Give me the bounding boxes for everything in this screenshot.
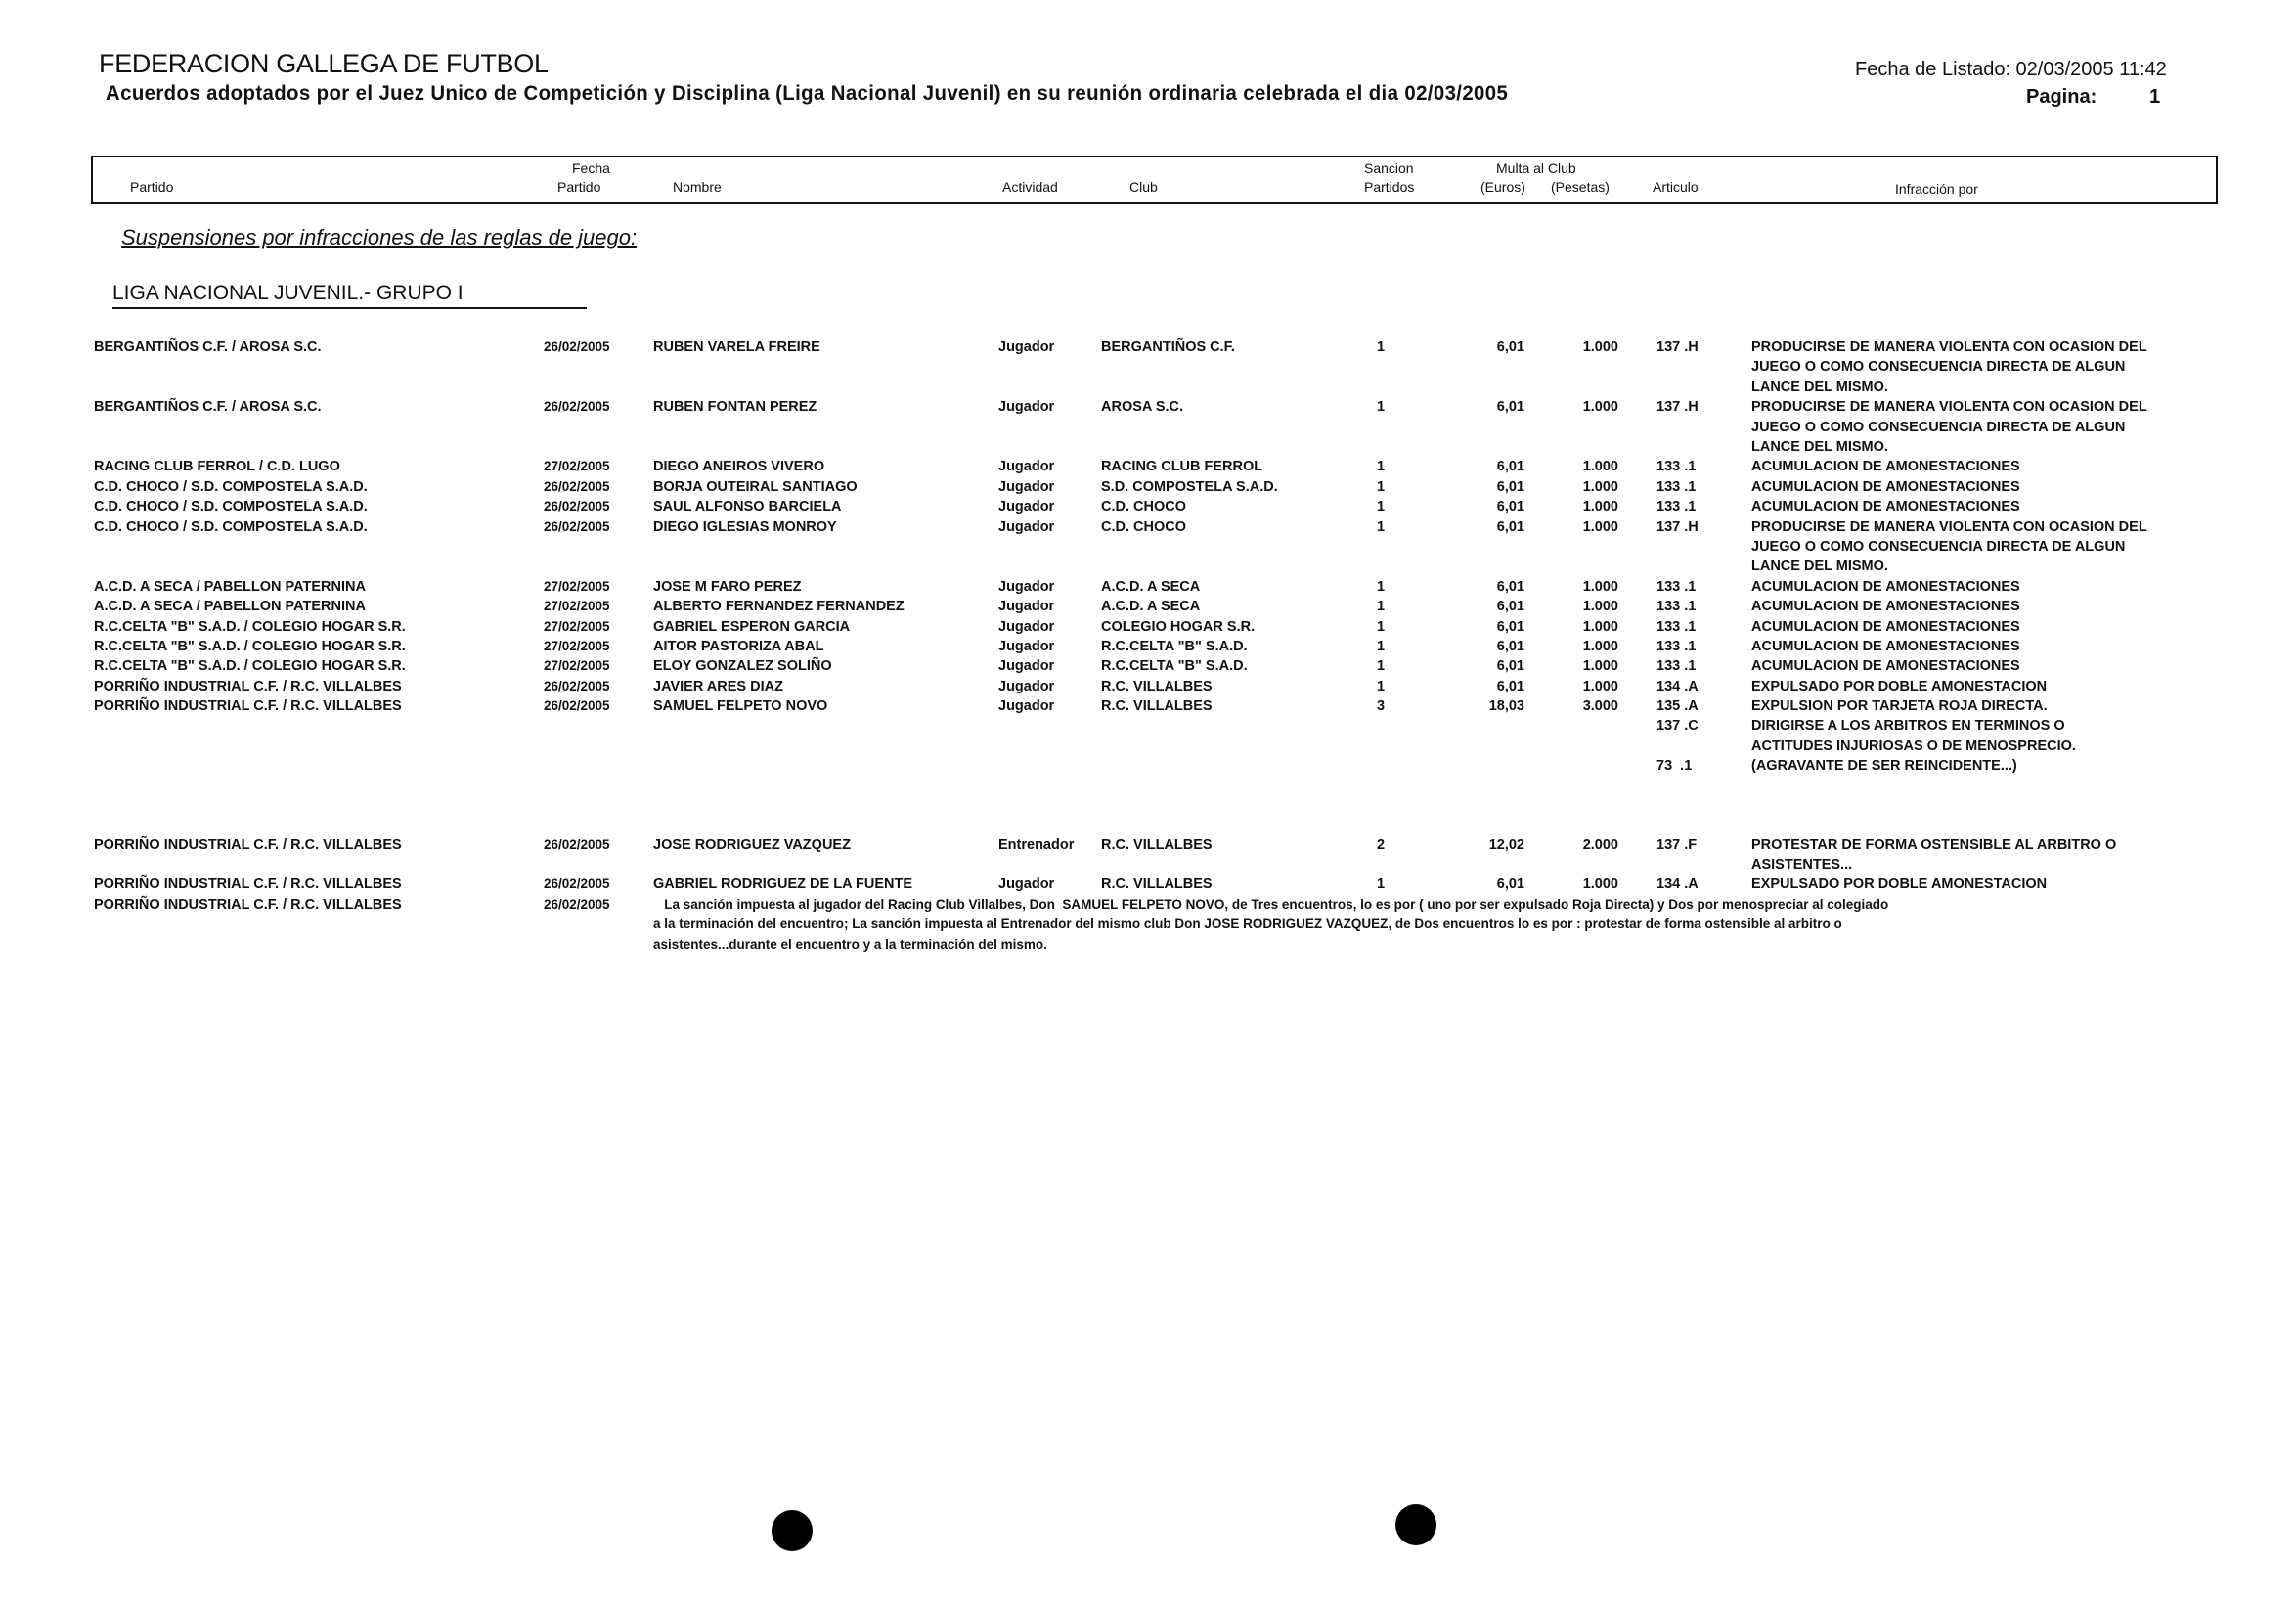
- name-cell: DIEGO ANEIROS VIVERO: [653, 459, 825, 475]
- table-row: [0, 497, 2296, 516]
- fine-pesetas-cell: 3.000: [1582, 698, 1618, 715]
- article-cell-line: 135 .A: [1656, 698, 1699, 715]
- match-cell: R.C.CELTA "B" S.A.D. / COLEGIO HOGAR S.R.: [94, 638, 406, 654]
- infraction-cell-line: LANCE DEL MISMO.: [1751, 379, 1888, 395]
- table-row: [0, 696, 2296, 777]
- infraction-cell: [1751, 656, 2020, 676]
- date-cell: 26/02/2005: [544, 399, 610, 415]
- date-cell: 26/02/2005: [544, 339, 610, 354]
- fine-pesetas-cell: 1.000: [1582, 638, 1618, 654]
- fine-pesetas-cell: 1.000: [1582, 618, 1618, 635]
- col-partido: Partido: [130, 179, 174, 195]
- club-cell: R.C.CELTA "B" S.A.D.: [1101, 638, 1248, 654]
- article-cell-line: 133 .1: [1656, 618, 1697, 635]
- table-row: [0, 874, 2296, 894]
- fine-euros-cell: 6,01: [1496, 658, 1524, 675]
- infraction-cell: [1751, 677, 2047, 696]
- note-text-line: asistentes...durante el encuentro y a la terminación del mismo.: [653, 936, 1047, 952]
- date-cell: 26/02/2005: [544, 896, 610, 912]
- sanction-cell: 1: [1376, 599, 1386, 615]
- page-label: Pagina:: [2026, 86, 2097, 108]
- infraction-cell-line: PRODUCIRSE DE MANERA VIOLENTA CON OCASION DEL: [1751, 399, 2147, 416]
- date-cell: 27/02/2005: [544, 618, 610, 634]
- name-cell: ALBERTO FERNANDEZ FERNANDEZ: [653, 599, 905, 615]
- table-row: [0, 677, 2296, 696]
- date-cell: 26/02/2005: [544, 876, 610, 892]
- table-row: [0, 397, 2296, 457]
- article-cell: [1656, 457, 1696, 476]
- fine-euros-cell: 6,01: [1496, 678, 1524, 694]
- article-cell: [1656, 477, 1696, 497]
- col-euros: (Euros): [1480, 179, 1525, 195]
- activity-cell: Jugador: [998, 339, 1055, 355]
- infraction-cell-line: ACUMULACION DE AMONESTACIONES: [1751, 618, 2020, 635]
- article-cell-line: 73 .1: [1656, 758, 1693, 775]
- article-cell: [1656, 617, 1696, 637]
- match-cell: PORRIÑO INDUSTRIAL C.F. / R.C. VILLALBES: [94, 876, 402, 893]
- note-text: [653, 895, 1888, 955]
- infraction-cell-line: EXPULSADO POR DOBLE AMONESTACION: [1751, 678, 2048, 694]
- fine-pesetas-cell: 1.000: [1582, 478, 1618, 495]
- note-text-line: La sanción impuesta al jugador del Racing Club Villalbes, Don SAMUEL FELPETO NOVO, de Tres encuentros, lo es por ( uno por ser expulsado Roja Directa) y Dos por menospreciar al colegiado: [653, 896, 1889, 912]
- infraction-cell-line: ACUMULACION DE AMONESTACIONES: [1751, 638, 2020, 654]
- infraction-cell-line: ACUMULACION DE AMONESTACIONES: [1751, 459, 2020, 475]
- fine-pesetas-cell: 1.000: [1582, 339, 1618, 355]
- activity-cell: Jugador: [998, 698, 1055, 715]
- infraction-cell: [1751, 517, 2147, 577]
- table-row: [0, 577, 2296, 597]
- activity-cell: Jugador: [998, 678, 1055, 694]
- article-cell-line: 133 .1: [1656, 658, 1697, 675]
- sanction-cell: 1: [1376, 399, 1386, 416]
- sanction-cell: 1: [1376, 578, 1386, 595]
- match-cell: R.C.CELTA "B" S.A.D. / COLEGIO HOGAR S.R.: [94, 658, 406, 675]
- fine-pesetas-cell: 1.000: [1582, 678, 1618, 694]
- col-pesetas: (Pesetas): [1551, 179, 1610, 195]
- article-cell-line: 137 .H: [1656, 339, 1699, 355]
- article-cell-line: 137 .F: [1656, 836, 1698, 853]
- document-subtitle: Acuerdos adoptados por el Juez Unico de Competición y Disciplina (Liga Nacional Juvenil) en su reunión ordinaria celebrada el dia 02/03/2005: [106, 82, 1509, 105]
- sanction-cell: 1: [1376, 678, 1386, 694]
- fine-euros-cell: 6,01: [1496, 876, 1524, 893]
- match-cell: R.C.CELTA "B" S.A.D. / COLEGIO HOGAR S.R.: [94, 618, 406, 635]
- infraction-cell-line: DIRIGIRSE A LOS ARBITROS EN TERMINOS O: [1751, 718, 2065, 735]
- date-cell: 26/02/2005: [544, 836, 610, 852]
- infraction-cell-line: ACUMULACION DE AMONESTACIONES: [1751, 499, 2020, 515]
- club-cell: R.C. VILLALBES: [1101, 876, 1213, 893]
- infraction-cell-line: LANCE DEL MISMO.: [1751, 558, 1888, 575]
- club-cell: C.D. CHOCO: [1101, 518, 1186, 535]
- club-cell: AROSA S.C.: [1101, 399, 1184, 416]
- sanction-cell: 3: [1376, 698, 1386, 715]
- fine-pesetas-cell: 1.000: [1582, 399, 1618, 416]
- article-cell: [1656, 577, 1696, 597]
- table-row: [0, 517, 2296, 577]
- table-row: [0, 477, 2296, 497]
- article-cell: [1656, 597, 1696, 616]
- sanction-cell: 2: [1376, 836, 1386, 853]
- name-cell: SAUL ALFONSO BARCIELA: [653, 499, 842, 515]
- infraction-cell-line: ACUMULACION DE AMONESTACIONES: [1751, 478, 2020, 495]
- infraction-cell-line: JUEGO O COMO CONSECUENCIA DIRECTA DE ALGUN: [1751, 359, 2126, 376]
- infraction-cell: [1751, 577, 2020, 597]
- name-cell: GABRIEL ESPERON GARCIA: [653, 618, 851, 635]
- fine-pesetas-cell: 2.000: [1582, 836, 1618, 853]
- infraction-cell: [1751, 835, 2116, 875]
- fine-euros-cell: 6,01: [1496, 499, 1524, 515]
- infraction-cell: [1751, 637, 2020, 656]
- activity-cell: Jugador: [998, 518, 1055, 535]
- col-fecha-top: Fecha: [572, 160, 610, 176]
- activity-cell: Jugador: [998, 499, 1055, 515]
- infraction-cell: [1751, 497, 2020, 516]
- fine-euros-cell: 6,01: [1496, 518, 1524, 535]
- match-cell: C.D. CHOCO / S.D. COMPOSTELA S.A.D.: [94, 478, 368, 495]
- activity-cell: Jugador: [998, 618, 1055, 635]
- club-cell: R.C. VILLALBES: [1101, 678, 1213, 694]
- name-cell: BORJA OUTEIRAL SANTIAGO: [653, 478, 858, 495]
- match-cell: BERGANTIÑOS C.F. / AROSA S.C.: [94, 399, 322, 416]
- name-cell: RUBEN FONTAN PEREZ: [653, 399, 817, 416]
- activity-cell: Jugador: [998, 459, 1055, 475]
- infraction-cell: [1751, 457, 2020, 476]
- listing-date: Fecha de Listado: 02/03/2005 11:42: [1855, 59, 2167, 80]
- section-title: Suspensiones por infracciones de las reglas de juego:: [121, 225, 638, 249]
- sanction-cell: 1: [1376, 518, 1386, 535]
- date-cell: 26/02/2005: [544, 478, 610, 494]
- match-cell: C.D. CHOCO / S.D. COMPOSTELA S.A.D.: [94, 518, 368, 535]
- date-cell: 27/02/2005: [544, 578, 610, 594]
- infraction-cell: [1751, 597, 2020, 616]
- club-cell: A.C.D. A SECA: [1101, 599, 1201, 615]
- name-cell: RUBEN VARELA FREIRE: [653, 339, 820, 355]
- article-cell-line: 133 .1: [1656, 459, 1697, 475]
- activity-cell: Jugador: [998, 876, 1055, 893]
- sanction-cell: 1: [1376, 618, 1386, 635]
- article-cell-line: 134 .A: [1656, 678, 1699, 694]
- infraction-cell: [1751, 696, 2076, 777]
- fine-euros-cell: 18,03: [1488, 698, 1524, 715]
- club-cell: BERGANTIÑOS C.F.: [1101, 339, 1235, 355]
- sanction-cell: 1: [1376, 499, 1386, 515]
- name-cell: JOSE M FARO PEREZ: [653, 578, 802, 595]
- document-title: FEDERACION GALLEGA DE FUTBOL: [99, 49, 549, 78]
- punch-hole-right: [1395, 1504, 1436, 1545]
- article-cell: [1656, 656, 1696, 676]
- article-cell-line: 133 .1: [1656, 599, 1697, 615]
- page-number: 1: [2149, 86, 2161, 108]
- col-multa: Multa al Club: [1496, 160, 1576, 176]
- fine-pesetas-cell: 1.000: [1582, 876, 1618, 893]
- article-cell-line: 133 .1: [1656, 578, 1697, 595]
- date-cell: 27/02/2005: [544, 599, 610, 614]
- article-cell: [1656, 696, 1699, 777]
- fine-pesetas-cell: 1.000: [1582, 518, 1618, 535]
- fine-euros-cell: 12,02: [1488, 836, 1524, 853]
- infraction-cell-line: (AGRAVANTE DE SER REINCIDENTE...): [1751, 758, 2017, 775]
- date-cell: 26/02/2005: [544, 678, 610, 693]
- activity-cell: Entrenador: [998, 836, 1075, 853]
- table-row: [0, 637, 2296, 656]
- infraction-cell-line: ACUMULACION DE AMONESTACIONES: [1751, 599, 2020, 615]
- table-row: [0, 337, 2296, 397]
- match-cell: PORRIÑO INDUSTRIAL C.F. / R.C. VILLALBES: [94, 836, 402, 853]
- article-cell-line: [1656, 737, 1699, 756]
- article-cell-line: 137 .H: [1656, 518, 1699, 535]
- note-text-line: a la terminación del encuentro; La sanción impuesta al Entrenador del mismo club Don JOSE RODRIGUEZ VAZQUEZ, de Dos encuentros lo es por : protestar de forma ostensible al arbitro o: [653, 916, 1842, 932]
- infraction-cell-line: PRODUCIRSE DE MANERA VIOLENTA CON OCASION DEL: [1751, 339, 2147, 355]
- fine-euros-cell: 6,01: [1496, 459, 1524, 475]
- activity-cell: Jugador: [998, 478, 1055, 495]
- infraction-cell-line: EXPULSADO POR DOBLE AMONESTACION: [1751, 876, 2048, 893]
- match-cell: A.C.D. A SECA / PABELLON PATERNINA: [94, 599, 366, 615]
- infraction-cell-line: ACTITUDES INJURIOSAS O DE MENOSPRECIO.: [1751, 737, 2076, 754]
- fine-euros-cell: 6,01: [1496, 339, 1524, 355]
- match-cell: BERGANTIÑOS C.F. / AROSA S.C.: [94, 339, 322, 355]
- infraction-cell-line: JUEGO O COMO CONSECUENCIA DIRECTA DE ALGUN: [1751, 419, 2126, 435]
- club-cell: RACING CLUB FERROL: [1101, 459, 1263, 475]
- sanction-cell: 1: [1376, 459, 1386, 475]
- group-title: LIGA NACIONAL JUVENIL.- GRUPO I: [112, 282, 587, 309]
- infraction-cell-line: PRODUCIRSE DE MANERA VIOLENTA CON OCASION DEL: [1751, 518, 2147, 535]
- fine-euros-cell: 6,01: [1496, 478, 1524, 495]
- infraction-cell: [1751, 397, 2147, 457]
- note-row: [0, 895, 2296, 955]
- match-cell: C.D. CHOCO / S.D. COMPOSTELA S.A.D.: [94, 499, 368, 515]
- article-cell: [1656, 397, 1699, 417]
- fine-pesetas-cell: 1.000: [1582, 459, 1618, 475]
- club-cell: COLEGIO HOGAR S.R.: [1101, 618, 1256, 635]
- article-cell-line: 134 .A: [1656, 876, 1699, 893]
- name-cell: ELOY GONZALEZ SOLIÑO: [653, 658, 832, 675]
- name-cell: GABRIEL RODRIGUEZ DE LA FUENTE: [653, 876, 913, 893]
- club-cell: A.C.D. A SECA: [1101, 578, 1201, 595]
- match-cell: A.C.D. A SECA / PABELLON PATERNINA: [94, 578, 366, 595]
- fine-pesetas-cell: 1.000: [1582, 499, 1618, 515]
- article-cell: [1656, 874, 1699, 894]
- article-cell-line: 133 .1: [1656, 478, 1697, 495]
- fine-pesetas-cell: 1.000: [1582, 658, 1618, 675]
- col-club: Club: [1129, 179, 1158, 195]
- match-cell: RACING CLUB FERROL / C.D. LUGO: [94, 459, 340, 475]
- infraction-cell-line: PROTESTAR DE FORMA OSTENSIBLE AL ARBITRO O: [1751, 836, 2117, 853]
- col-actividad: Actividad: [1002, 179, 1058, 195]
- sanction-cell: 1: [1376, 876, 1386, 893]
- name-cell: JOSE RODRIGUEZ VAZQUEZ: [653, 836, 851, 853]
- club-cell: S.D. COMPOSTELA S.A.D.: [1101, 478, 1278, 495]
- club-cell: R.C.CELTA "B" S.A.D.: [1101, 658, 1248, 675]
- infraction-cell: [1751, 337, 2147, 397]
- article-cell-line: 137 .H: [1656, 399, 1699, 416]
- article-cell: [1656, 337, 1699, 357]
- col-infraccion: Infracción por: [1895, 181, 1978, 197]
- infraction-cell-line: JUEGO O COMO CONSECUENCIA DIRECTA DE ALGUN: [1751, 538, 2126, 555]
- col-nombre: Nombre: [673, 179, 722, 195]
- fine-euros-cell: 6,01: [1496, 578, 1524, 595]
- column-header-box: [91, 156, 2218, 204]
- activity-cell: Jugador: [998, 599, 1055, 615]
- club-cell: R.C. VILLALBES: [1101, 698, 1213, 715]
- article-cell-line: 133 .1: [1656, 638, 1697, 654]
- sanction-cell: 1: [1376, 339, 1386, 355]
- club-cell: C.D. CHOCO: [1101, 499, 1186, 515]
- club-cell: R.C. VILLALBES: [1101, 836, 1213, 853]
- activity-cell: Jugador: [998, 578, 1055, 595]
- article-cell: [1656, 835, 1697, 855]
- col-sancion-bottom: Partidos: [1364, 179, 1415, 195]
- article-cell: [1656, 677, 1699, 696]
- fine-pesetas-cell: 1.000: [1582, 578, 1618, 595]
- fine-euros-cell: 6,01: [1496, 599, 1524, 615]
- fine-euros-cell: 6,01: [1496, 638, 1524, 654]
- table-row: [0, 597, 2296, 616]
- table-row: [0, 656, 2296, 676]
- sanction-cell: 1: [1376, 638, 1386, 654]
- infraction-cell-line: LANCE DEL MISMO.: [1751, 438, 1888, 455]
- date-cell: 27/02/2005: [544, 658, 610, 674]
- activity-cell: Jugador: [998, 658, 1055, 675]
- date-cell: 26/02/2005: [544, 518, 610, 534]
- sanction-cell: 1: [1376, 658, 1386, 675]
- infraction-cell-line: ACUMULACION DE AMONESTACIONES: [1751, 658, 2020, 675]
- name-cell: AITOR PASTORIZA ABAL: [653, 638, 824, 654]
- article-cell-line: 137 .C: [1656, 718, 1699, 735]
- infraction-cell: [1751, 617, 2020, 637]
- table-row: [0, 457, 2296, 476]
- activity-cell: Jugador: [998, 399, 1055, 416]
- name-cell: JAVIER ARES DIAZ: [653, 678, 783, 694]
- infraction-cell: [1751, 477, 2020, 497]
- sanction-cell: 1: [1376, 478, 1386, 495]
- article-cell: [1656, 637, 1696, 656]
- date-cell: 27/02/2005: [544, 459, 610, 474]
- infraction-cell-line: ASISTENTES...: [1751, 857, 1853, 873]
- col-sancion-top: Sancion: [1364, 160, 1414, 176]
- infraction-cell-line: ACUMULACION DE AMONESTACIONES: [1751, 578, 2020, 595]
- match-cell: PORRIÑO INDUSTRIAL C.F. / R.C. VILLALBES: [94, 678, 402, 694]
- col-fecha-bottom: Partido: [557, 179, 601, 195]
- fine-euros-cell: 6,01: [1496, 618, 1524, 635]
- table-row: [0, 835, 2296, 875]
- match-cell: PORRIÑO INDUSTRIAL C.F. / R.C. VILLALBES: [94, 698, 402, 715]
- name-cell: SAMUEL FELPETO NOVO: [653, 698, 828, 715]
- col-articulo: Articulo: [1653, 179, 1699, 195]
- activity-cell: Jugador: [998, 638, 1055, 654]
- article-cell: [1656, 517, 1699, 537]
- date-cell: 26/02/2005: [544, 499, 610, 514]
- article-cell: [1656, 497, 1696, 516]
- fine-euros-cell: 6,01: [1496, 399, 1524, 416]
- article-cell-line: 133 .1: [1656, 499, 1697, 515]
- sanctions-table: [0, 337, 2296, 955]
- infraction-cell-line: EXPULSION POR TARJETA ROJA DIRECTA.: [1751, 698, 2048, 715]
- name-cell: DIEGO IGLESIAS MONROY: [653, 518, 837, 535]
- infraction-cell: [1751, 874, 2047, 894]
- fine-pesetas-cell: 1.000: [1582, 599, 1618, 615]
- date-cell: 27/02/2005: [544, 638, 610, 653]
- date-cell: 26/02/2005: [544, 698, 610, 714]
- table-row: [0, 617, 2296, 637]
- punch-hole-left: [772, 1510, 813, 1551]
- match-cell: PORRIÑO INDUSTRIAL C.F. / R.C. VILLALBES: [94, 896, 402, 913]
